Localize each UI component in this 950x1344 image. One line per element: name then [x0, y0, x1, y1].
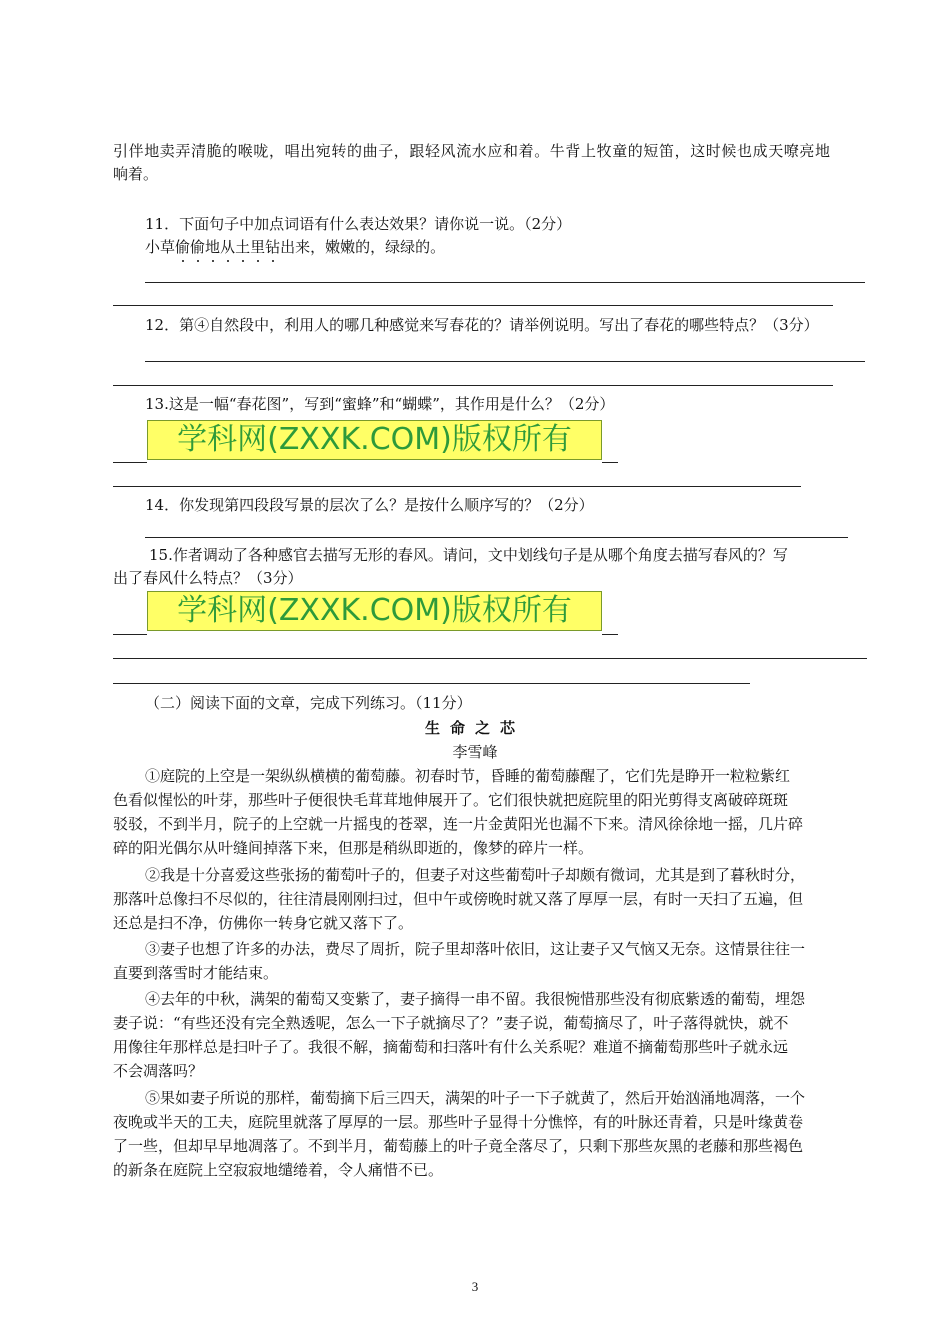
dotted-char: 钻 — [265, 238, 281, 256]
article-line: ③妻子也想了许多的办法，费尽了周折，院子里却落叶依旧，这让妻子又气恼又无奈。这情景往往一 — [145, 940, 806, 958]
sentence-text: 小草 — [145, 238, 176, 256]
question-12: 12．第④自然段中，利用人的哪几种感觉来写春花的？请举例说明。写出了春花的哪些特点？（3分） — [145, 316, 819, 334]
article-line: 碎的阳光偶尔从叶缝间掉落下来，但那是稍纵即逝的，像梦的碎片一样。 — [113, 839, 594, 857]
article-line: 不会凋落吗？ — [113, 1062, 204, 1080]
answer-line[interactable] — [113, 305, 833, 306]
question-13: 13.这是一幅“春花图”，写到“蜜蜂”和“蝴蝶”，其作用是什么？（2分） — [145, 395, 615, 413]
paragraph-line: 响着。 — [113, 165, 159, 183]
article-line: 了一些，但却早早地凋落了。不到半月，葡萄藤上的叶子竟全落尽了，只剩下那些灰黑的老藤和那些褐色 — [113, 1137, 804, 1155]
answer-line[interactable] — [145, 361, 865, 362]
article-line: 用像往年那样总是扫叶子了。我很不解，摘葡萄和扫落叶有什么关系呢？难道不摘葡萄那些叶子就永远 — [113, 1038, 789, 1056]
q11-sentence — [145, 236, 445, 258]
answer-line[interactable] — [145, 537, 848, 538]
answer-line[interactable] — [113, 385, 833, 386]
answer-line[interactable] — [602, 634, 618, 635]
article-line: 直要到落雪时才能结束。 — [113, 964, 279, 982]
question-15-cont: 出了春风什么特点？（3分） — [113, 569, 303, 587]
watermark-logo: 学科网(ZXXK.COM)版权所有 — [147, 591, 602, 631]
question-14: 14．你发现第四段段写景的层次了么？是按什么顺序写的？（2分） — [145, 496, 594, 514]
article-line: ④去年的中秋，满架的葡萄又变紫了，妻子摘得一串不留。我很惋惜那些没有彻底紫透的葡萄，埋怨 — [145, 990, 806, 1008]
sentence-text: 出来，嫩嫩的，绿绿的。 — [280, 238, 446, 256]
paragraph-line: 引伴地卖弄清脆的喉咙，唱出宛转的曲子，跟轻风流水应和着。牛背上牧童的短笛，这时候也成天嘹亮地 — [113, 142, 831, 160]
article-line: ①庭院的上空是一架纵纵横横的葡萄藤。初春时节，昏睡的葡萄藤醒了，它们先是睁开一粒粒紫红 — [145, 767, 791, 785]
answer-line[interactable] — [113, 634, 147, 635]
question-15: 15.作者调动了各种感官去描写无形的春风。请问，文中划线句子是从哪个角度去描写春风的？写 — [149, 546, 788, 564]
answer-line[interactable] — [113, 486, 801, 487]
watermark-logo: 学科网(ZXXK.COM)版权所有 — [147, 420, 602, 460]
answer-line[interactable] — [113, 658, 867, 659]
dotted-char: 从 — [220, 238, 236, 256]
dotted-char: 偷 — [175, 238, 191, 256]
article-line: ②我是十分喜爱这些张扬的葡萄叶子的，但妻子对这些葡萄叶子却颇有微词，尤其是到了暮秋时分， — [145, 866, 806, 884]
article-title: 生命之芯 — [424, 719, 525, 737]
dotted-char: 地 — [205, 238, 221, 256]
article-line: 色看似惺忪的叶芽，那些叶子便很快毛茸茸地伸展开了。它们很快就把庭院里的阳光剪得支离破碎斑斑 — [113, 791, 789, 809]
question-11: 11．下面句子中加点词语有什么表达效果？请你说一说。（2分） — [145, 215, 572, 233]
answer-line[interactable] — [113, 462, 147, 463]
article-line: 那落叶总像扫不尽似的，往往清晨刚刚扫过，但中午或傍晚时就又落了厚厚一层，有时一天扫了五遍，但 — [113, 890, 804, 908]
dotted-char: 土 — [235, 238, 251, 256]
article-line: 还总是扫不净，仿佛你一转身它就又落下了。 — [113, 914, 414, 932]
page-number: 3 — [471, 1279, 479, 1294]
article-author: 李雪峰 — [452, 743, 498, 761]
answer-line[interactable] — [602, 462, 618, 463]
answer-line[interactable] — [145, 282, 865, 283]
article-line: 驳驳，不到半月，院子的上空就一片摇曳的苍翠，连一片金黄阳光也漏不下来。清风徐徐地一摇，几片碎 — [113, 815, 804, 833]
dotted-char: 偷 — [190, 238, 206, 256]
article-line: 的新条在庭院上空寂寂地缱绻着，令人痛惜不已。 — [113, 1161, 444, 1179]
article-line: ⑤果如妻子所说的那样，葡萄摘下后三四天，满架的叶子一下子就黄了，然后开始汹涌地凋落，一个 — [145, 1089, 806, 1107]
article-line: 妻子说：“有些还没有完全熟透呢，怎么一下子就摘尽了？”妻子说，葡萄摘尽了，叶子落得就快，就不 — [113, 1014, 789, 1032]
section-heading: （二）阅读下面的文章，完成下列练习。（11分） — [145, 694, 472, 712]
dotted-char: 里 — [250, 238, 266, 256]
article-line: 夜晚或半天的工夫，庭院里就落了厚厚的一层。那些叶子显得十分憔悴，有的叶脉还青着，只是叶缘黄卷 — [113, 1113, 804, 1131]
answer-line[interactable] — [113, 683, 750, 684]
